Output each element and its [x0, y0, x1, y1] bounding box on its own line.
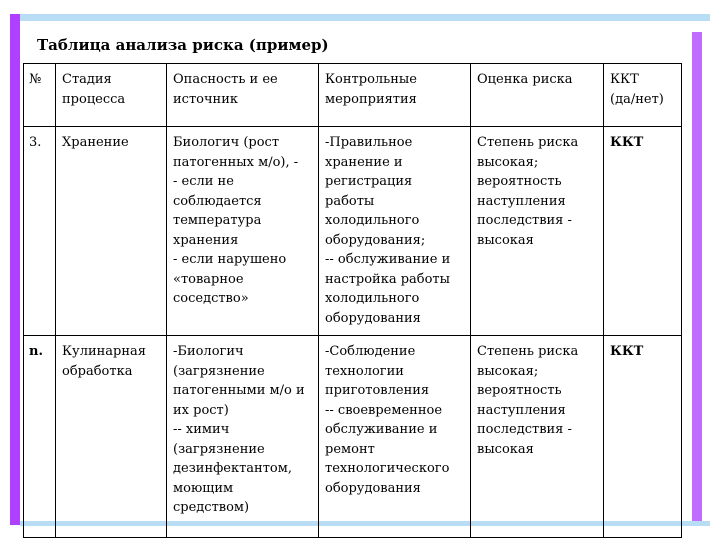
- control-line: обслуживание и: [325, 422, 438, 437]
- risk-line: Степень риска: [477, 344, 579, 359]
- row-number: [24, 127, 56, 336]
- ccp-cell: [604, 336, 682, 538]
- header-line: Опасность и ее: [173, 72, 278, 87]
- control-line: -- своевременное: [325, 402, 443, 418]
- header-line: Оценка риска: [477, 72, 573, 87]
- hazard-line: патогенными м/о и: [173, 383, 305, 398]
- risk-line: наступления: [477, 193, 566, 209]
- hazard-line: - если не: [173, 174, 234, 189]
- hazard-line: моющим: [173, 480, 234, 496]
- header-line: №: [29, 72, 42, 87]
- stage-cell: [56, 336, 167, 538]
- risk-line: высокая: [477, 441, 534, 457]
- control-line: регистрация: [325, 174, 413, 189]
- control-line: хранение и: [325, 154, 403, 170]
- control-line: приготовления: [325, 383, 430, 398]
- table-header-row: [24, 64, 682, 127]
- hazard-cell: [167, 127, 319, 336]
- risk-line: вероятность: [477, 383, 562, 398]
- stage-line: Кулинарная: [62, 344, 146, 359]
- row-number-text: n.: [29, 344, 43, 359]
- header-risk: [471, 64, 604, 127]
- control-line: оборудования: [325, 480, 421, 496]
- header-line: Стадия: [62, 72, 112, 87]
- risk-cell: [471, 336, 604, 538]
- risk-line: вероятность: [477, 174, 562, 189]
- control-line: настройка работы: [325, 271, 450, 287]
- hazard-line: патогенных м/о), -: [173, 154, 299, 170]
- hazard-line: хранения: [173, 232, 239, 248]
- top-accent-bar: [20, 14, 710, 21]
- risk-cell: [471, 127, 604, 336]
- header-line: (да/нет): [610, 91, 664, 107]
- control-line: -Правильное: [325, 135, 413, 150]
- control-line: -- обслуживание и: [325, 252, 451, 267]
- risk-line: последствия -: [477, 213, 572, 228]
- header-control: [319, 64, 471, 127]
- hazard-cell: [167, 336, 319, 538]
- header-number: [24, 64, 56, 127]
- hazard-line: - если нарушено: [173, 252, 287, 267]
- hazard-line: средством): [173, 500, 250, 515]
- hazard-line: температура: [173, 213, 262, 228]
- table-row: [24, 336, 682, 538]
- ccp-value: ККТ: [610, 135, 644, 150]
- control-line: работы: [325, 193, 375, 209]
- header-line: мероприятия: [325, 91, 417, 107]
- row-number-text: 3.: [29, 135, 42, 150]
- hazard-line: -- химич: [173, 422, 230, 437]
- header-line: источник: [173, 91, 239, 107]
- header-stage: [56, 64, 167, 127]
- stage-cell: [56, 127, 167, 336]
- left-accent-bar: [10, 14, 20, 525]
- header-line: Контрольные: [325, 72, 417, 87]
- control-line: холодильного: [325, 291, 420, 306]
- right-accent-bar: [692, 32, 702, 525]
- hazard-line: «товарное: [173, 271, 244, 287]
- risk-line: высокая;: [477, 154, 539, 170]
- control-line: оборудования;: [325, 232, 426, 248]
- hazard-line: их рост): [173, 402, 229, 418]
- control-line: ремонт: [325, 441, 375, 457]
- risk-line: высокая: [477, 232, 534, 248]
- hazard-line: Биологич (рост: [173, 135, 280, 150]
- control-cell: [319, 127, 471, 336]
- header-ccp: [604, 64, 682, 127]
- hazard-line: -Биологич: [173, 344, 244, 359]
- control-line: -Соблюдение: [325, 344, 416, 359]
- hazard-line: дезинфектантом,: [173, 461, 292, 476]
- hazard-line: соблюдается: [173, 193, 262, 209]
- control-line: холодильного: [325, 213, 420, 228]
- hazard-line: соседство»: [173, 291, 249, 306]
- ccp-cell: [604, 127, 682, 336]
- control-line: технологии: [325, 363, 404, 379]
- risk-line: высокая;: [477, 363, 539, 379]
- header-line: процесса: [62, 91, 126, 107]
- control-cell: [319, 336, 471, 538]
- risk-line: Степень риска: [477, 135, 579, 150]
- risk-line: последствия -: [477, 422, 572, 437]
- stage-line: Хранение: [62, 135, 129, 150]
- risk-line: наступления: [477, 402, 566, 418]
- page-title: Таблица анализа риска (пример): [37, 36, 329, 54]
- risk-analysis-table: [23, 63, 682, 538]
- table-row: [24, 127, 682, 336]
- hazard-line: (загрязнение: [173, 363, 265, 379]
- stage-line: обработка: [62, 363, 133, 379]
- ccp-value: ККТ: [610, 344, 644, 359]
- header-hazard: [167, 64, 319, 127]
- control-line: технологического: [325, 461, 450, 476]
- control-line: оборудования: [325, 310, 421, 326]
- row-number: [24, 336, 56, 538]
- hazard-line: (загрязнение: [173, 441, 265, 457]
- header-line: ККТ: [610, 72, 639, 87]
